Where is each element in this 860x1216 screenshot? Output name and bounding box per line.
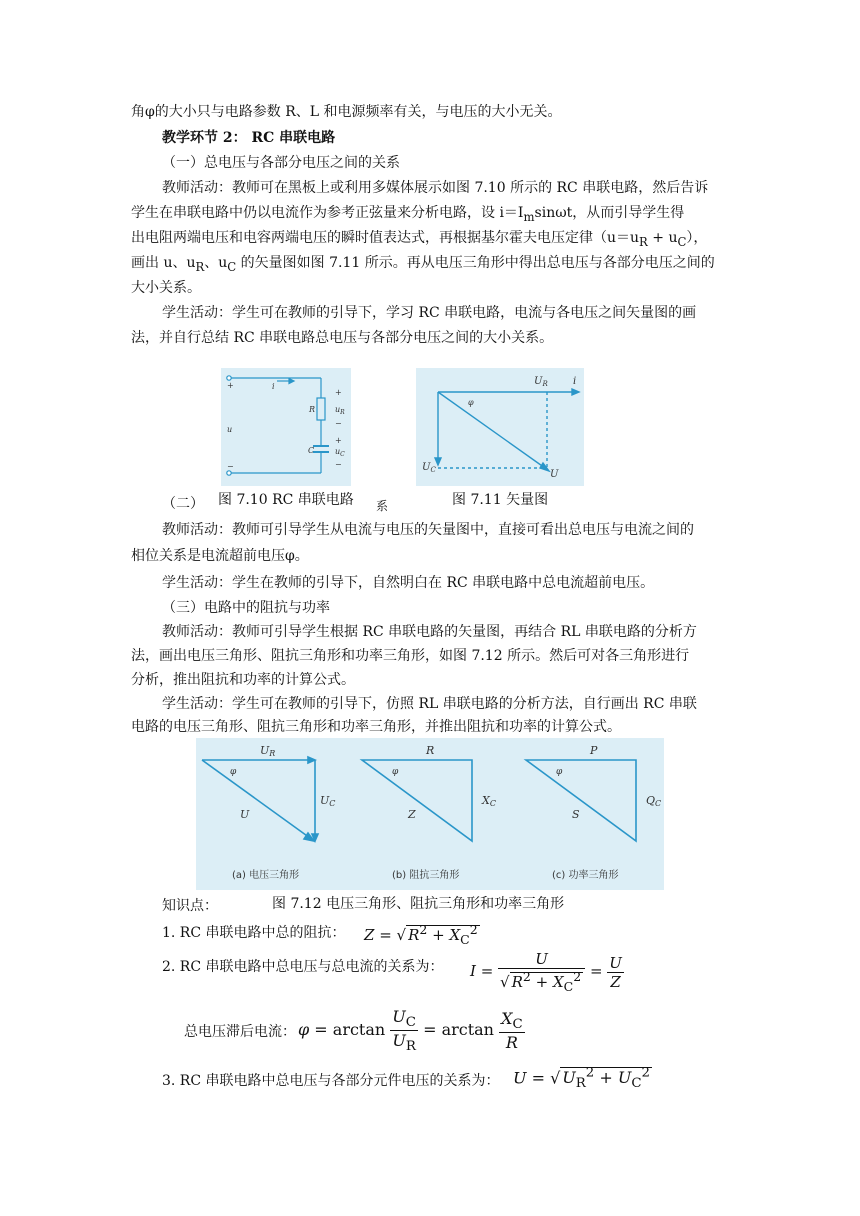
teacher-activity-1c: 出电阻两端电压和电容两端电压的瞬时值表达式，再根据基尔霍夫电压定律$(u=u_R + u_C)$， bbox=[131, 230, 708, 249]
svg-text:φ: φ bbox=[468, 398, 474, 407]
svg-text:+: + bbox=[335, 388, 342, 397]
svg-text:−: − bbox=[227, 462, 234, 471]
formula-3-label: 3. RC 串联电路中总电压与各部分元件电压的关系为： bbox=[162, 1073, 500, 1089]
svg-text:−: − bbox=[335, 419, 342, 428]
figure-7-10-caption: 图 7.10 RC 串联电路 bbox=[218, 492, 354, 508]
teacher-activity-1d: 画出 u、$u_R$、$u_C$ 的矢量图如图 7.11 所示。再从电压三角形中得出总电压与各部分电压之间的 bbox=[131, 255, 715, 274]
svg-text:(c) 功率三角形: (c) 功率三角形 bbox=[552, 870, 619, 881]
subsection-1: （一）总电压与各部分电压之间的关系 bbox=[162, 155, 400, 171]
teacher-activity-5c: 分析，推出阻抗和功率的计算公式。 bbox=[131, 672, 355, 688]
svg-text:Z: Z bbox=[408, 808, 416, 821]
svg-text:U: U bbox=[550, 469, 559, 480]
figure-7-11-vector bbox=[416, 368, 584, 486]
svg-text:R: R bbox=[309, 405, 316, 414]
formula-phase: φ = arctan $\frac{U_C}{U_R}$ = arctan $\frac{X_C}{R}$ bbox=[298, 1007, 523, 1055]
svg-text:(a) 电压三角形: (a) 电压三角形 bbox=[232, 870, 300, 881]
teacher-activity-1e: 大小关系。 bbox=[131, 280, 201, 296]
para-phi: 角φ的大小只与电路参数 R、L 和电源频率有关，与电压的大小无关。 bbox=[131, 104, 562, 120]
section-heading-2: 教学环节 2： RC 串联电路 bbox=[162, 130, 336, 146]
student-activity-4: 学生活动：学生在教师的引导下，自然明白在 RC 串联电路中总电流超前电压。 bbox=[162, 575, 655, 591]
student-activity-6b: 电路的电压三角形、阻抗三角形和功率三角形，并推出阻抗和功率的计算公式。 bbox=[131, 719, 621, 735]
svg-text:UC: $U_C$ bbox=[422, 462, 436, 474]
teacher-activity-1a: 教师活动：教师可在黑板上或利用多媒体展示如图 7.10 所示的 RC 串联电路，然后告诉 bbox=[162, 180, 709, 196]
svg-text:u: u bbox=[227, 425, 233, 434]
teacher-activity-3a: 教师活动：教师可引导学生从电流与电压的矢量图中，直接可看出总电压与电流之间的 bbox=[162, 522, 694, 538]
svg-text:φ: φ bbox=[392, 767, 399, 777]
teacher-activity-3b: 相位关系是电流超前电压φ。 bbox=[131, 548, 309, 564]
svg-text:uC: $u_C$ bbox=[335, 447, 345, 458]
figure-7-12-caption: 图 7.12 电压三角形、阻抗三角形和功率三角形 bbox=[272, 896, 565, 912]
subsection-2-prefix: （二） bbox=[162, 496, 204, 512]
figure-7-12-triangles bbox=[196, 738, 664, 890]
svg-text:QC: QC bbox=[646, 794, 662, 808]
svg-text:uR: $u_R$ bbox=[335, 405, 345, 416]
svg-text:−: − bbox=[335, 460, 342, 469]
svg-text:P: P bbox=[590, 744, 598, 757]
three-triangles bbox=[196, 738, 664, 890]
svg-text:i: i bbox=[573, 376, 577, 387]
formula-phase-label: 总电压滞后电流： bbox=[184, 1024, 296, 1040]
teacher-activity-1b: 学生在串联电路中仍以电流作为参考正弦量来分析电路，设 $i=I_m\sin\omega t$，从而引导学生得 bbox=[131, 205, 685, 224]
svg-text:φ: φ bbox=[556, 767, 563, 777]
teacher-activity-5a: 教师活动：教师可引导学生根据 RC 串联电路的矢量图，再结合 RL 串联电路的分析方 bbox=[162, 624, 697, 640]
svg-text:C: C bbox=[308, 446, 315, 455]
figure-7-10-circuit bbox=[221, 368, 351, 486]
svg-text:XC: XC bbox=[482, 794, 496, 808]
teacher-activity-5b: 法，画出电压三角形、阻抗三角形和功率三角形，如图 7.12 所示。然后可对各三角形进行 bbox=[131, 648, 690, 664]
svg-text:φ: φ bbox=[230, 767, 237, 777]
svg-text:S: S bbox=[572, 808, 580, 821]
svg-text:UR: $U_R$ bbox=[534, 376, 548, 388]
svg-text:UC: UC bbox=[320, 794, 336, 808]
student-activity-2b: 法，并自行总结 RC 串联电路总电压与各部分电压之间的大小关系。 bbox=[131, 330, 554, 346]
student-activity-6a: 学生活动：学生可在教师的引导下，仿照 RL 串联电路的分析方法，自行画出 RC 串联 bbox=[162, 696, 697, 712]
subsection-3: （三）电路中的阻抗与功率 bbox=[162, 600, 330, 616]
svg-text:U: U bbox=[240, 808, 250, 821]
subsection-2-fragment: 系 bbox=[376, 499, 389, 513]
svg-text:i: i bbox=[272, 382, 275, 391]
svg-text:+: + bbox=[335, 436, 342, 445]
svg-text:R: R bbox=[426, 744, 435, 757]
formula-current: I = $\frac{U}{√ R^2 + X_C^2}$ = $\frac{U}{Z}$ bbox=[470, 950, 622, 994]
svg-text:UR: UR bbox=[260, 744, 276, 758]
figure-7-11-caption: 图 7.11 矢量图 bbox=[452, 492, 549, 508]
student-activity-2a: 学生活动：学生可在教师的引导下，学习 RC 串联电路，电流与各电压之间矢量图的画 bbox=[162, 305, 697, 321]
svg-text:(b) 阻抗三角形: (b) 阻抗三角形 bbox=[392, 870, 460, 881]
knowledge-points-label: 知识点： bbox=[162, 898, 218, 914]
rc-circuit-diagram bbox=[221, 368, 351, 486]
vector-diagram bbox=[416, 368, 584, 486]
formula-1-label: 1. RC 串联电路中总的阻抗： bbox=[162, 925, 346, 941]
svg-text:+: + bbox=[227, 381, 234, 390]
formula-voltage: U = √ $U_R^2 + U_C^2$ bbox=[513, 1066, 651, 1092]
formula-2-label: 2. RC 串联电路中总电压与总电流的关系为： bbox=[162, 959, 444, 975]
formula-impedance: Z = √ $R^2 + X_C^2$ bbox=[364, 922, 478, 947]
